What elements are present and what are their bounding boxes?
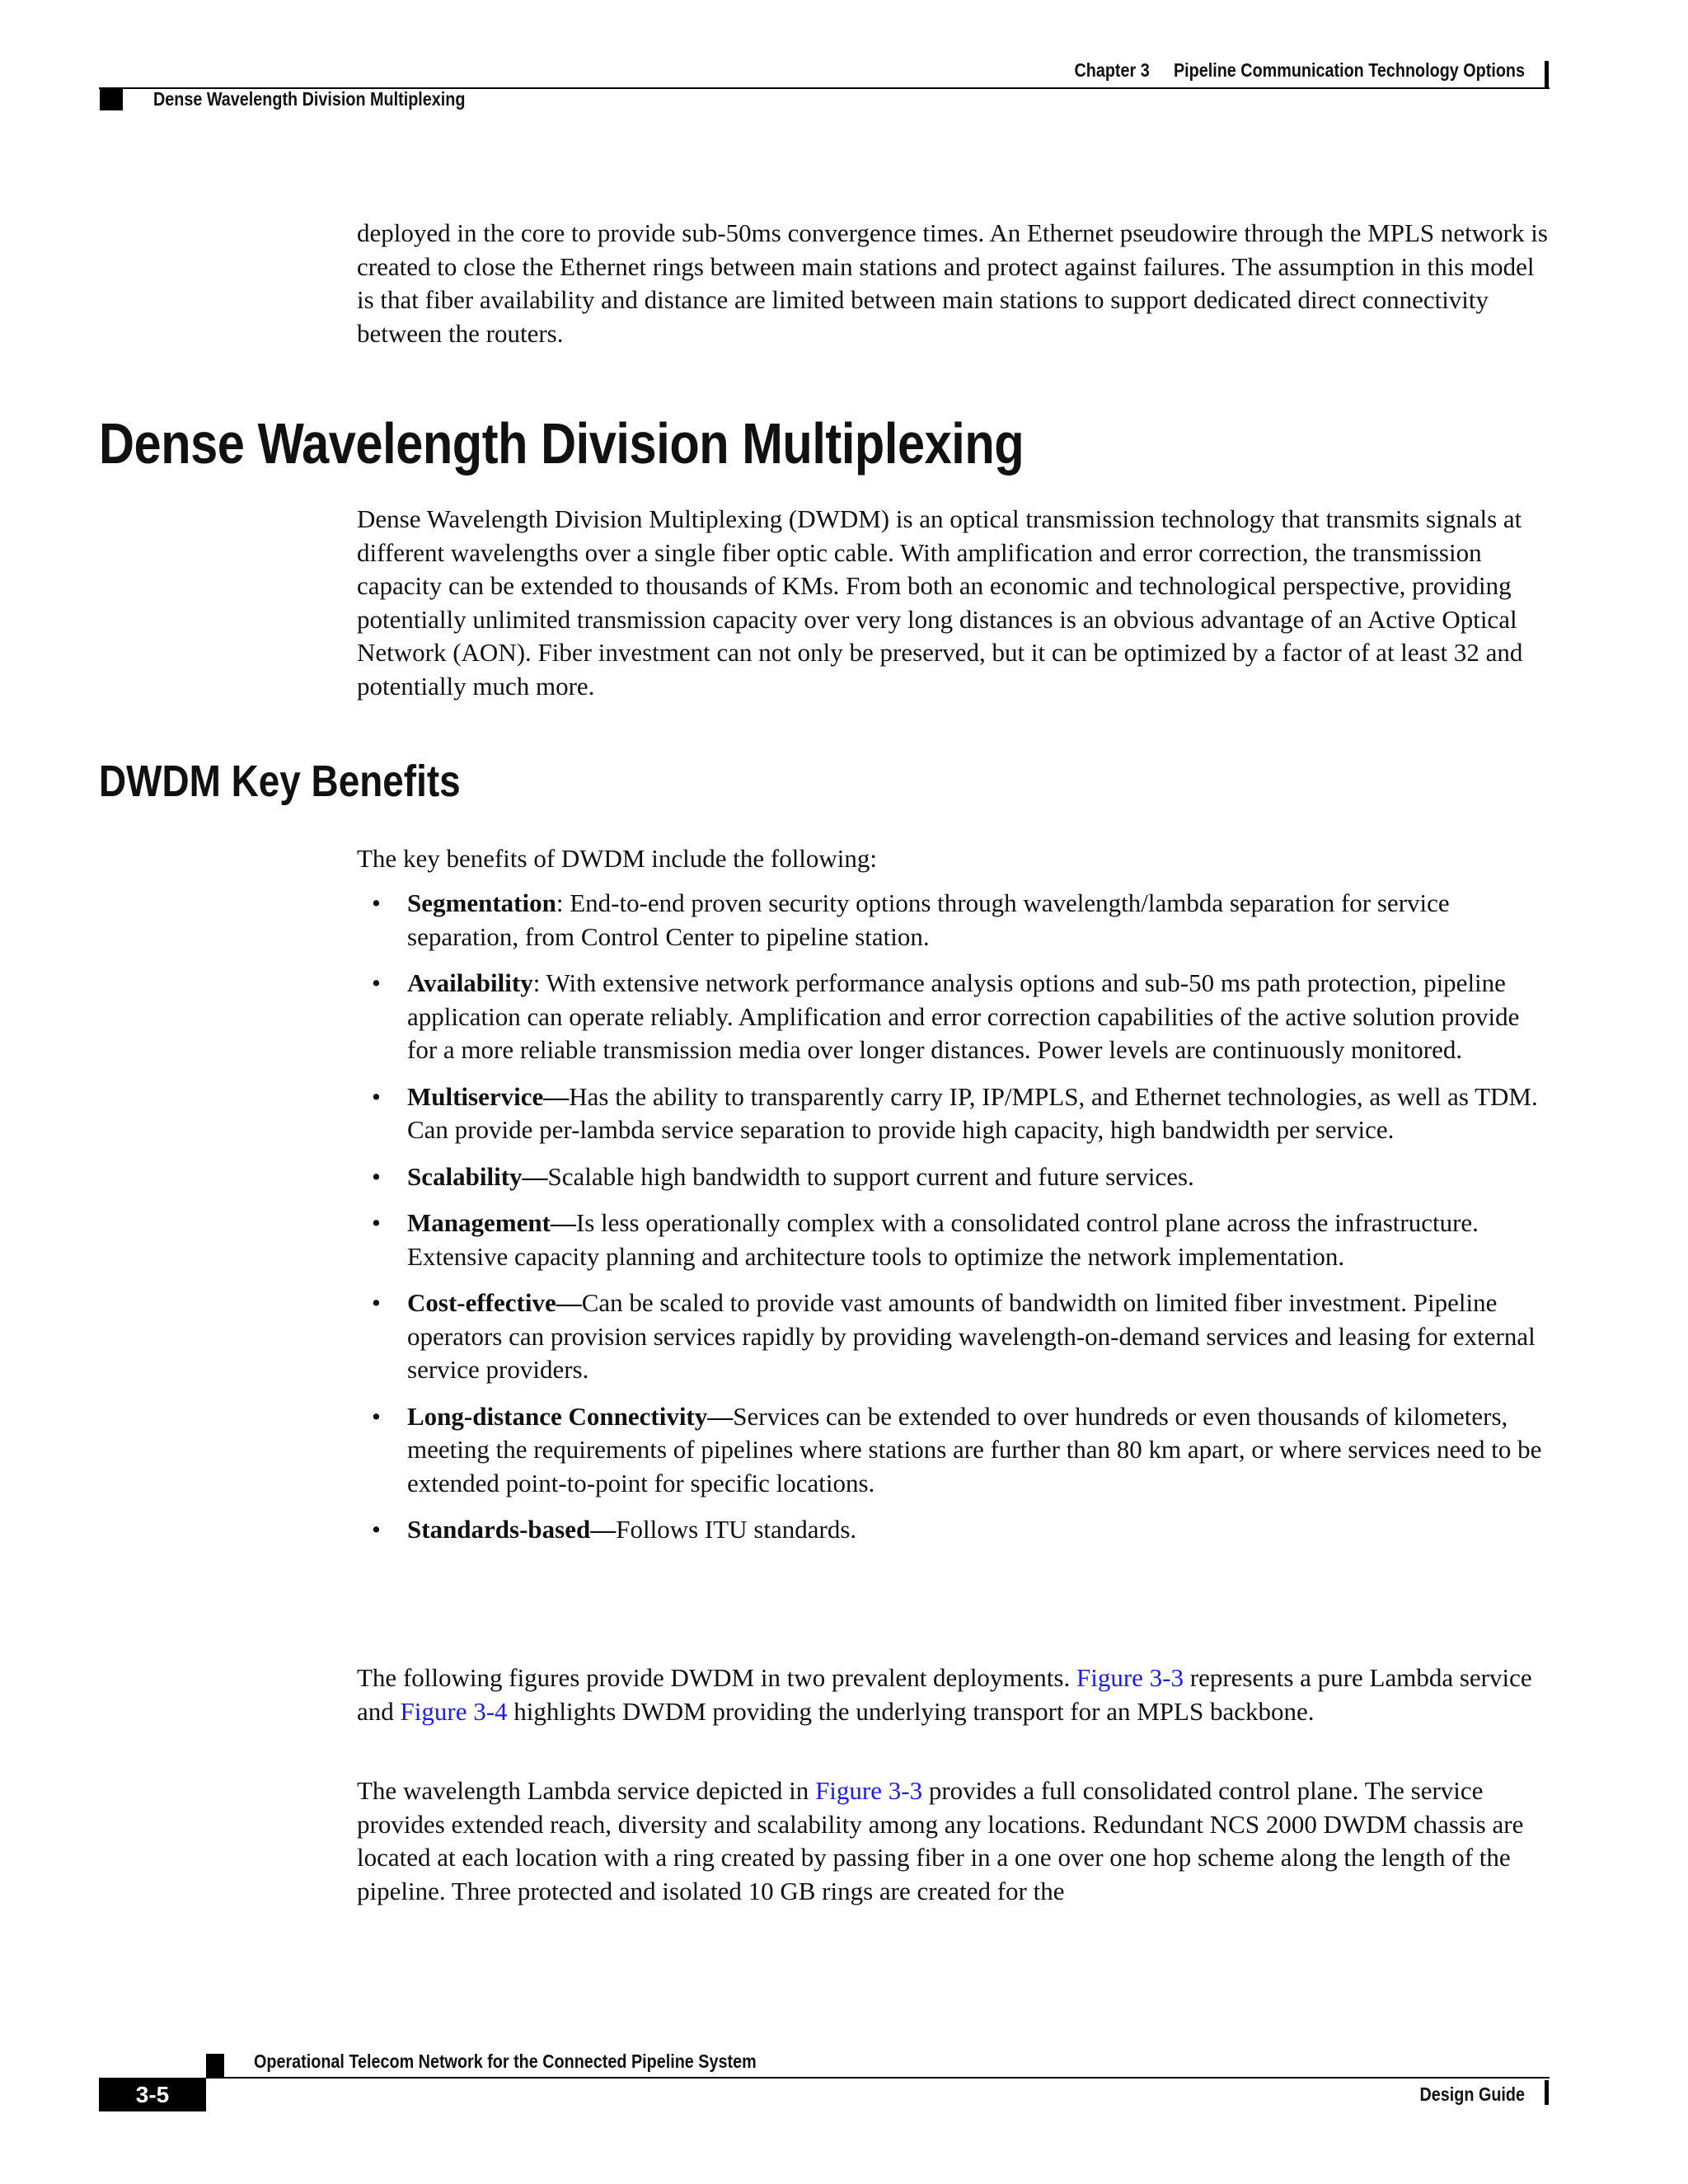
lambda-text-1: The wavelength Lambda service depicted in [357,1776,816,1805]
dwdm-description-paragraph: Dense Wavelength Division Multiplexing (DWDM) is an optical transmission technology that transmits signals at different wavelengths over a single fiber optic cable. With amplification and error correction, the transmission capacity can be extended to thousands of KMs. From both an economic and technological perspective, providing potentially unlimited transmission capacity over very long distances is an obvious advantage of an Active Optical Network (AON). Fiber investment can not only be preserved, but it can be optimized by a factor of at least 32 and potentially much more. [357,504,1523,701]
footer-guide-label: Design Guide [1419,2083,1525,2105]
bullet-icon: • [372,888,381,917]
list-item [357,1160,1554,1194]
figures-text-3: highlights DWDM providing the underlying transport for an MPLS backbone. [507,1696,1315,1726]
benefit-term: Multiservice— [407,1081,570,1111]
bullet-icon: • [372,1288,381,1317]
footer-rule [206,2077,1550,2079]
chapter-number: Chapter 3 [1074,59,1150,81]
benefit-text: : End-to-end proven security options through wavelength/lambda separation for service separation, from Control Center to pipeline station. [407,888,1450,951]
benefit-term: Scalability— [407,1161,548,1191]
chapter-title: Pipeline Communication Technology Options [1173,59,1525,81]
bullet-icon: • [372,968,381,997]
bullet-icon: • [372,1401,381,1431]
benefit-term: Availability [407,968,533,997]
list-item [357,1080,1554,1147]
bullet-icon: • [372,1161,381,1191]
list-item [357,967,1554,1067]
list-item [357,1400,1554,1501]
list-item [357,887,1554,954]
lambda-service-paragraph [357,1774,1552,1908]
footer-square-marker [206,2054,224,2079]
bullet-icon: • [372,1515,381,1544]
page-number: 3-5 [99,2078,206,2111]
footer-vertical-bar [1545,2080,1549,2105]
benefit-text: Services can be extended to over hundreds or even thousands of kilometers, meeting the requirements of pipelines where stations are further than 80 km apart, or where services need to be extended point-to-point for specific locations. [407,1401,1542,1497]
intro-paragraph: deployed in the core to provide sub-50ms convergence times. An Ethernet pseudowire through the MPLS network is created to close the Ethernet rings between main stations and protect against failures. The assumption in this model is that fiber availability and distance are limited between main stations to support dedicated direct connectivity between the routers. [357,218,1548,348]
figures-text-1: The following figures provide DWDM in two prevalent deployments. [357,1663,1076,1692]
benefit-text: : With extensive network performance analysis options and sub-50 ms path protection, pipeline application can operate reliably. Amplification and error correction capabilities of the active solution provide for a more reliable transmission media over longer distances. Power levels are continuously monitored. [407,968,1520,1064]
bullet-icon: • [372,1081,381,1111]
lambda-text-2: provides a full consolidated control plane. The service provides extended reach, diversity and scalability among any locations. Redundant NCS 2000 DWDM chassis are located at each location with a ring created by passing fiber in a one over one hop scheme along the length of the pipeline. Three protected and isolated 10 GB rings are created for the [357,1776,1524,1905]
benefit-term: Segmentation [407,888,556,917]
figure-3-3-link[interactable]: Figure 3-3 [1076,1663,1184,1692]
figure-3-3-link[interactable]: Figure 3-3 [815,1776,923,1805]
benefit-term: Long-distance Connectivity— [407,1401,734,1431]
header-vertical-bar [1545,61,1549,89]
figures-paragraph [357,1661,1552,1728]
benefit-term: Management— [407,1208,576,1237]
benefit-text: Is less operationally complex with a consolidated control plane across the infrastructure. Extensive capacity planning and architecture tools to optimize the network implementation. [407,1208,1479,1271]
header-square-marker [100,89,123,110]
benefit-text: Follows ITU standards. [616,1515,857,1544]
benefit-text: Has the ability to transparently carry IP, IP/MPLS, and Ethernet technologies, as well as TDM. Can provide per-lambda service separation to provide high capacity, high bandwidth per service. [407,1081,1538,1144]
list-item [357,1207,1554,1273]
running-header-section: Dense Wavelength Division Multiplexing [153,88,466,110]
benefits-list [357,887,1554,1560]
bullet-icon: • [372,1208,381,1237]
section-heading: Dense Wavelength Division Multiplexing [99,411,1025,476]
figures-text-2: represents a pure Lambda service and [357,1663,1532,1726]
benefit-term: Cost-effective— [407,1288,582,1317]
benefit-term: Standards-based— [407,1515,617,1544]
benefits-intro: The key benefits of DWDM include the following: [357,844,878,873]
list-item [357,1513,1554,1547]
subsection-heading: DWDM Key Benefits [99,757,461,806]
running-header-chapter [1064,59,1525,82]
benefit-text: Scalable high bandwidth to support current and future services. [547,1161,1194,1191]
list-item [357,1286,1554,1387]
benefit-text: Can be scaled to provide vast amounts of bandwidth on limited fiber investment. Pipeline operators can provision services rapidly by providing wavelength-on-demand services and leasing for external service providers. [407,1288,1536,1384]
figure-3-4-link[interactable]: Figure 3-4 [400,1696,508,1726]
footer-document-title: Operational Telecom Network for the Connected Pipeline System [254,2050,757,2072]
